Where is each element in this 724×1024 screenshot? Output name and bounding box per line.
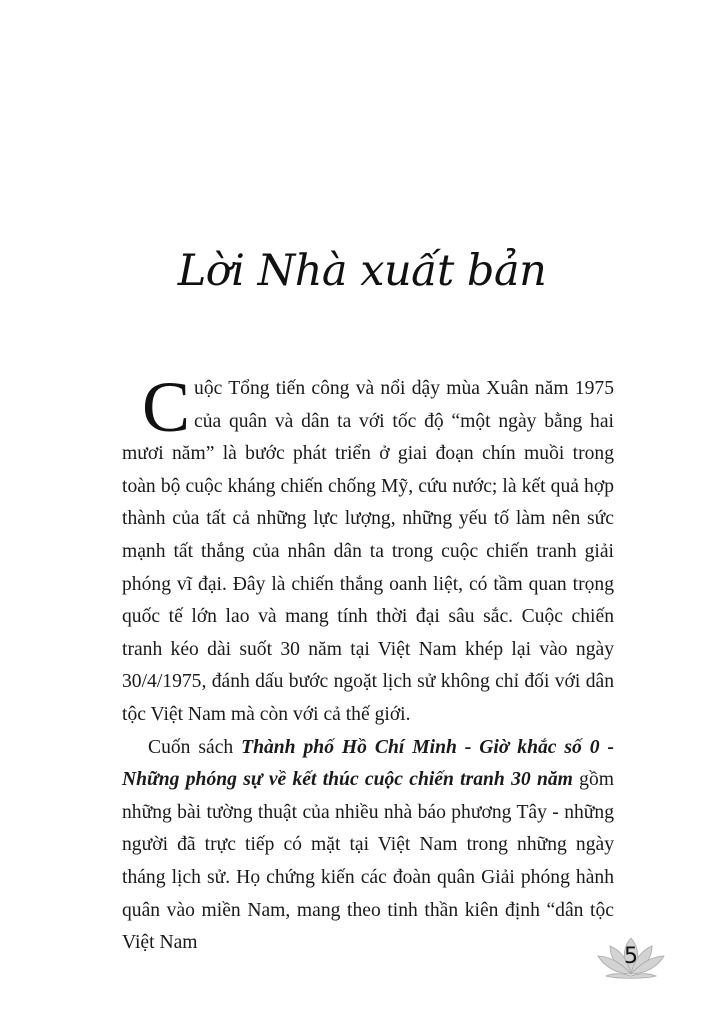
body-text	[122, 367, 615, 960]
paragraph-2	[122, 732, 614, 960]
paragraph-2-lead: Cuốn sách	[148, 736, 242, 758]
paragraph-1	[122, 367, 614, 732]
page-title: Lời Nhà xuất bản	[177, 246, 547, 296]
book-title: Thành phố Hồ Chí Minh - Giờ khắc số 0 - Những phóng sự về kết thúc cuộc chiến tranh 30 năm	[122, 736, 614, 791]
drop-cap: C	[142, 367, 191, 447]
paragraph-1-text: uộc Tổng tiến công và nổi dậy mùa Xuân năm 1975 của quân và dân ta với tốc độ “một ngày bằng hai mươi năm” là bước phát triển ở giai đoạn chín muồi trong toàn bộ cuộc kháng chiến chống Mỹ, cứu nước; là kết quả hợp thành của tất cả những lực lượng, những yếu tố làm nên sức mạnh tất thắng của nhân dân ta trong cuộc chiến tranh giải phóng vĩ đại. Đây là chiến thắng oanh liệt, có tầm quan trọng quốc tế lớn lao và mang tính thời đại sâu sắc. Cuộc chiến tranh kéo dài suốt 30 năm tại Việt Nam khép lại vào ngày 30/4/1975, đánh dấu bước ngoặt lịch sử không chỉ đối với dân tộc Việt Nam mà còn với cả thế giới.	[122, 378, 614, 725]
page-number-block	[596, 936, 666, 980]
page-number: 5	[624, 944, 638, 969]
paragraph-2-text: gồm những bài tường thuật của nhiều nhà báo phương Tây - những người đã trực tiếp có mặt tại Việt Nam trong những ngày tháng lịch sử. Họ chứng kiến các đoàn quân Giải phóng hành quân vào miền Nam, mang theo tinh thần kiên định “dân tộc Việt Nam	[122, 769, 615, 954]
